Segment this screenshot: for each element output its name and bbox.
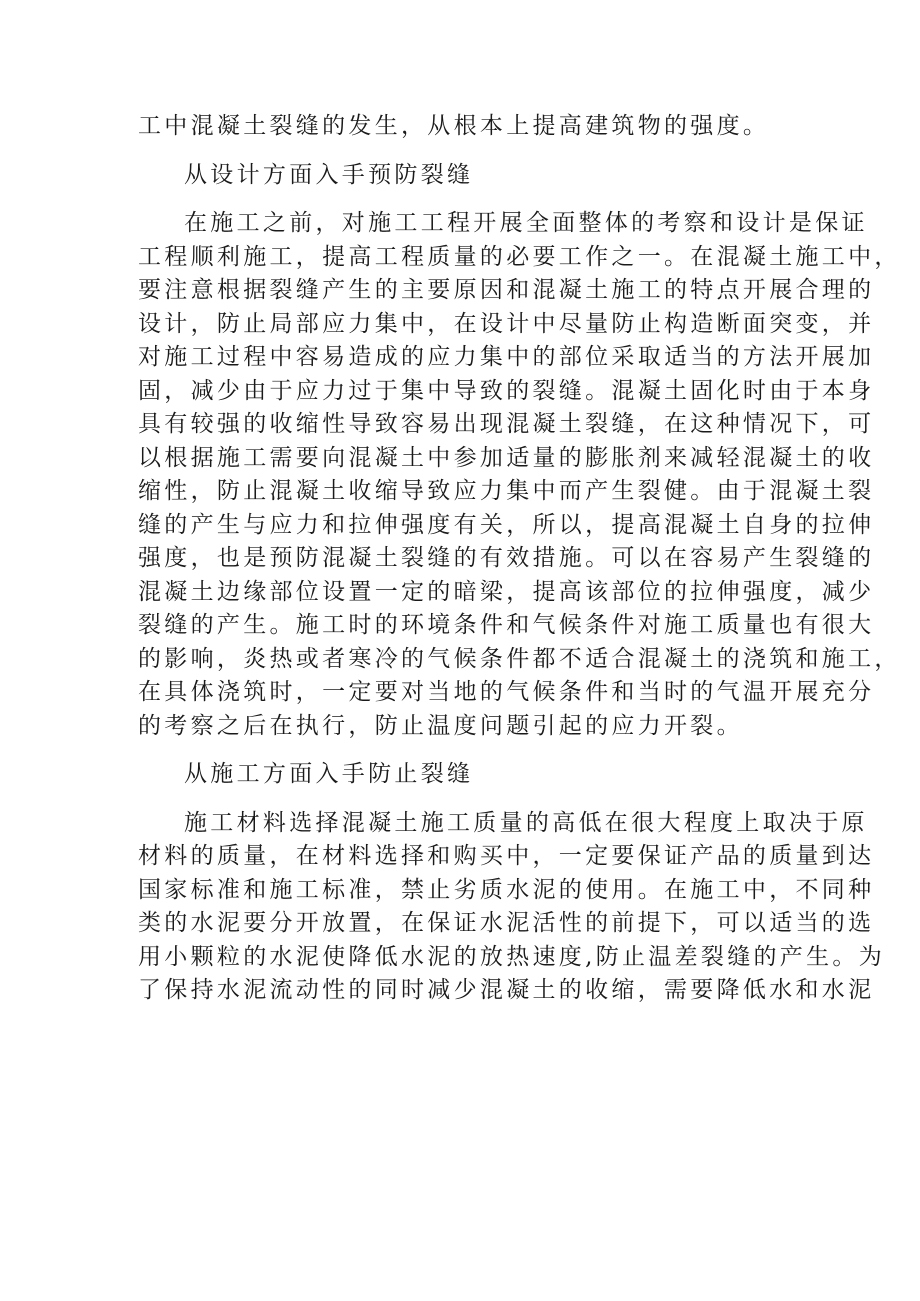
text-line: 用小颗粒的水泥使降低水泥的放热速度,防止温差裂缝的产生。为 xyxy=(138,943,886,970)
text-line: 具有较强的收缩性导致容易出现混凝土裂缝，在这种情况下，可 xyxy=(138,411,875,437)
section-heading-construction: 从施工方面入手防止裂缝 xyxy=(184,761,474,787)
text-line: 国家标准和施工标准，禁止劣质水泥的使用。在施工中，不同种 xyxy=(138,876,875,903)
text-line: 工中混凝土裂缝的发生，从根本上提高建筑物的强度。 xyxy=(138,113,770,139)
text-line: 的影响，炎热或者寒冷的气候条件都不适合混凝土的浇筑和施工， xyxy=(138,645,901,672)
text-line: 固，减少由于应力过于集中导致的裂缝。混凝土固化时由于本身 xyxy=(138,377,875,404)
paragraph-construction xyxy=(138,807,886,1008)
text-line: 类的水泥要分开放置，在保证水泥活性的前提下，可以适当的选 xyxy=(138,910,875,936)
text-line: 了保持水泥流动性的同时减少混凝土的收缩，需要降低水和水泥 xyxy=(138,977,875,1003)
document-page xyxy=(138,110,901,1023)
text-line: 材料的质量，在材料选择和购买中，一定要保证产品的质量到达 xyxy=(138,843,875,869)
section-heading-design: 从设计方面入手预防裂缝 xyxy=(184,161,474,188)
text-line: 强度，也是预防混凝土裂缝的有效措施。可以在容易产生裂缝的 xyxy=(138,545,875,571)
text-line: 的考察之后在执行，防止温度问题引起的应力开裂。 xyxy=(138,712,743,739)
text-line: 工程顺利施工，提高工程质量的必要工作之一。在混凝土施工中， xyxy=(138,243,901,270)
text-line: 混凝土边缘部位设置一定的暗梁，提高该部位的拉伸强度，减少 xyxy=(138,578,875,605)
text-line: 缝的产生与应力和拉伸强度有关，所以，提高混凝土自身的拉伸 xyxy=(138,511,875,538)
text-line: 缩性，防止混凝土收缩导致应力集中而产生裂健。由于混凝土裂 xyxy=(138,478,875,504)
text-line: 要注意根据裂缝产生的主要原因和混凝土施工的特点开展合理的 xyxy=(138,277,875,303)
text-line: 在施工之前，对施工工程开展全面整体的考察和设计是保证 xyxy=(184,210,868,236)
text-line: 在具体浇筑时，一定要对当地的气候条件和当时的气温开展充分 xyxy=(138,679,875,705)
paragraph-design xyxy=(138,207,901,743)
text-line: 对施工过程中容易造成的应力集中的部位采取适当的方法开展加 xyxy=(138,344,875,370)
paragraph-continuation xyxy=(138,110,791,144)
text-line: 裂缝的产生。施工时的环境条件和气候条件对施工质量也有很大 xyxy=(138,612,875,638)
text-line: 以根据施工需要向混凝土中参加适量的膨胀剂来减轻混凝土的收 xyxy=(138,444,875,471)
text-line: 设计，防止局部应力集中，在设计中尽量防止构造断面突变，并 xyxy=(138,310,875,337)
text-line: 施工材料选择混凝土施工质量的高低在很大程度上取决于原 xyxy=(184,809,868,836)
